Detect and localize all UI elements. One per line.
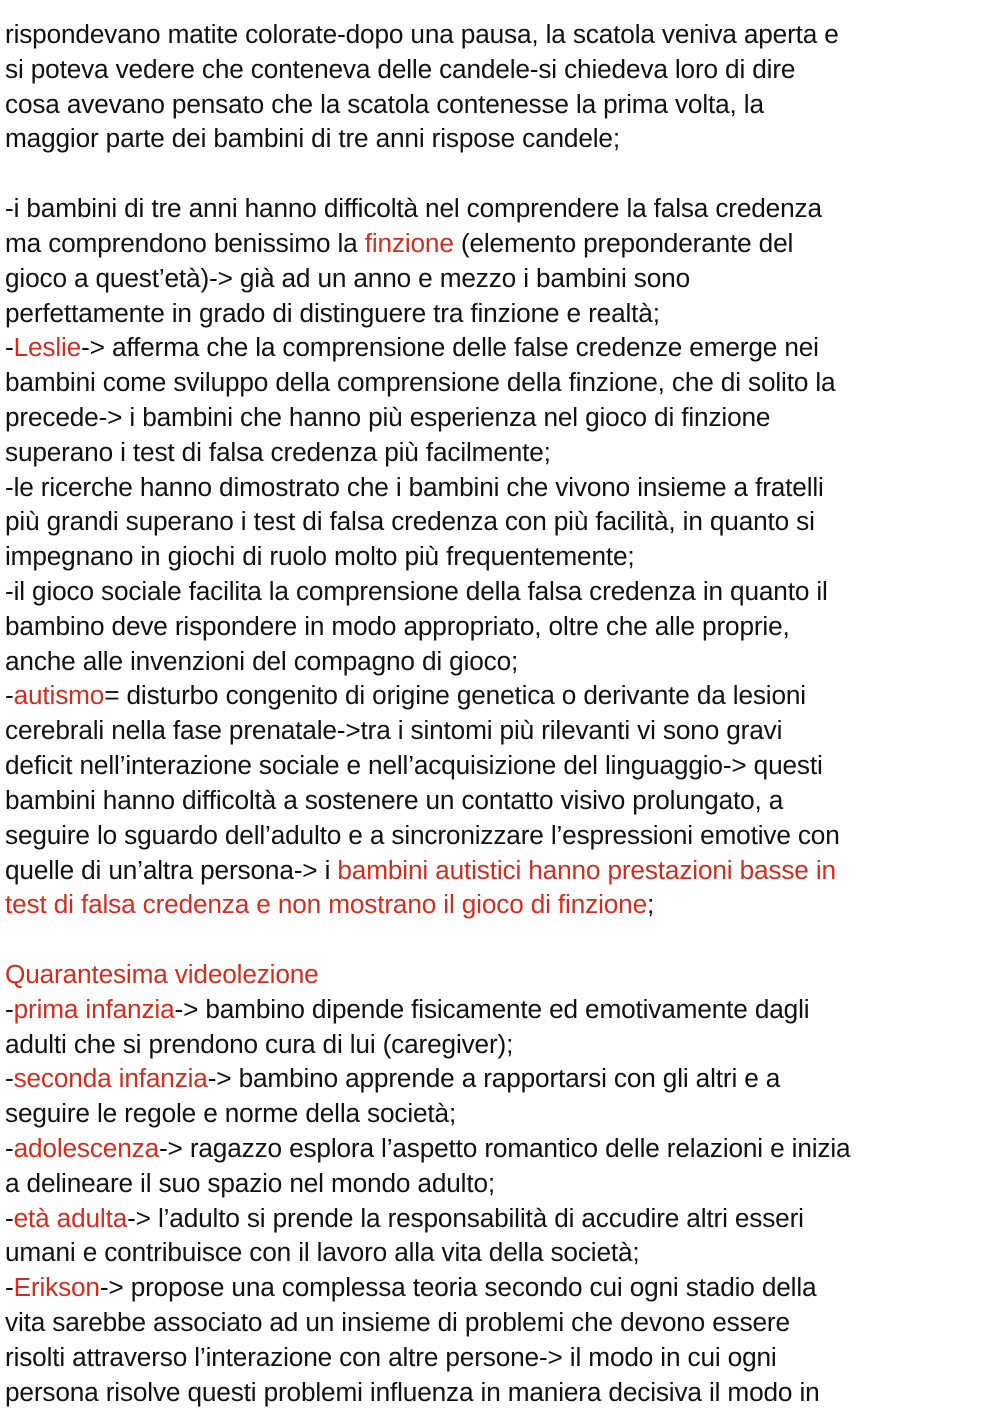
text-segment: perfettamente in grado di distinguere tra finzione e realtà;: [5, 297, 660, 328]
text-segment: -> bambino apprende a rapportarsi con gli altri e a: [207, 1063, 781, 1094]
highlighted-term: Quarantesima videolezione: [5, 958, 319, 989]
text-line: [5, 365, 1000, 400]
text-line: [5, 713, 1000, 748]
text-line: [5, 1027, 1000, 1062]
text-line: [5, 1270, 1000, 1305]
text-line: [5, 957, 1000, 992]
blank-line: [5, 156, 1000, 191]
text-segment: -: [5, 332, 14, 363]
text-segment: vita sarebbe associato ad un insieme di problemi che devono essere: [5, 1307, 790, 1338]
text-line: [5, 1061, 1000, 1096]
text-line: [5, 191, 1000, 226]
text-segment: cosa avevano pensato che la scatola contenesse la prima volta, la: [5, 88, 764, 119]
text-segment: -: [5, 1202, 14, 1233]
note-text: [5, 17, 1000, 1410]
text-segment: = disturbo congenito di origine genetica o derivante da lesioni: [104, 680, 806, 711]
text-segment: quelle di un’altra persona-> i: [5, 854, 338, 885]
text-segment: risolti attraverso l’interazione con altre persone-> il modo in cui ogni: [5, 1341, 777, 1372]
highlighted-term: età adulta: [13, 1202, 128, 1233]
highlighted-term: test di falsa credenza e non mostrano il gioco di finzione: [5, 889, 647, 920]
text-line: [5, 296, 1000, 331]
text-segment: gioco a quest’età)-> già ad un anno e mezzo i bambini sono: [5, 262, 690, 293]
highlighted-term: prima infanzia: [13, 993, 175, 1024]
text-line: [5, 470, 1000, 505]
text-line: [5, 644, 1000, 679]
text-line: [5, 748, 1000, 783]
text-segment: -> afferma che la comprensione delle false credenze emerge nei: [81, 332, 819, 363]
text-segment: adulti che si prendono cura di lui (caregiver);: [5, 1028, 514, 1059]
text-line: [5, 1166, 1000, 1201]
text-segment: -il gioco sociale facilita la comprensione della falsa credenza in quanto il: [5, 576, 828, 606]
text-segment: -> propose una complessa teoria secondo cui ogni stadio della: [99, 1272, 817, 1303]
highlighted-term: autismo: [13, 680, 105, 711]
text-line: [5, 226, 1000, 261]
highlighted-term: bambini autistici hanno prestazioni basse in: [337, 854, 836, 885]
text-line: [5, 539, 1000, 574]
text-segment: più grandi superano i test di falsa credenza con più facilità, in quanto si: [5, 506, 815, 537]
text-line: [5, 1375, 1000, 1410]
text-segment: -> l’adulto si prende la responsabilità di accudire altri esseri: [127, 1202, 804, 1233]
text-segment: ;: [647, 889, 655, 920]
text-segment: seguire le regole e norme della società;: [5, 1098, 457, 1129]
text-segment: seguire lo sguardo dell’adulto e a sincronizzare l’espressioni emotive con: [5, 819, 840, 850]
text-segment: (elemento preponderante del: [453, 227, 794, 258]
text-segment: bambini come sviluppo della comprensione della finzione, che di solito la: [5, 367, 836, 398]
text-line: [5, 17, 1000, 52]
text-line: [5, 1096, 1000, 1131]
text-line: [5, 87, 1000, 122]
text-line: [5, 887, 1000, 922]
highlighted-term: Leslie: [13, 332, 82, 363]
text-segment: impegnano in giochi di ruolo molto più frequentemente;: [5, 541, 635, 572]
text-segment: -> ragazzo esplora l’aspetto romantico delle relazioni e inizia: [158, 1133, 851, 1163]
text-segment: si poteva vedere che conteneva delle candele-si chiedeva loro di dire: [5, 53, 796, 84]
text-segment: a delineare il suo spazio nel mondo adulto;: [5, 1167, 495, 1198]
text-line: [5, 818, 1000, 853]
text-segment: rispondevano matite colorate-dopo una pausa, la scatola veniva aperta e: [5, 19, 839, 49]
highlighted-term: seconda infanzia: [13, 1063, 208, 1094]
text-line: [5, 330, 1000, 365]
text-line: [5, 609, 1000, 644]
text-segment: -: [5, 993, 14, 1024]
text-line: [5, 678, 1000, 713]
text-line: [5, 1235, 1000, 1270]
text-line: [5, 1131, 1000, 1166]
text-segment: -> bambino dipende fisicamente ed emotivamente dagli: [174, 993, 810, 1024]
text-segment: persona risolve questi problemi influenza in maniera decisiva il modo in: [5, 1376, 820, 1407]
text-segment: -le ricerche hanno dimostrato che i bambini che vivono insieme a fratelli: [5, 471, 824, 502]
text-line: [5, 435, 1000, 470]
text-segment: deficit nell’interazione sociale e nell’acquisizione del linguaggio-> questi: [5, 750, 823, 781]
text-segment: umani e contribuisce con il lavoro alla vita della società;: [5, 1237, 640, 1268]
text-segment: -: [5, 1063, 14, 1094]
text-line: [5, 1201, 1000, 1236]
highlighted-term: adolescenza: [13, 1133, 159, 1163]
highlighted-term: finzione: [364, 227, 454, 258]
text-segment: bambini hanno difficoltà a sostenere un contatto visivo prolungato, a: [5, 784, 784, 815]
text-line: [5, 504, 1000, 539]
text-line: [5, 853, 1000, 888]
blank-line: [5, 922, 1000, 957]
text-segment: -i bambini di tre anni hanno difficoltà nel comprendere la falsa credenza: [5, 193, 822, 224]
text-segment: superano i test di falsa credenza più facilmente;: [5, 436, 551, 467]
text-line: [5, 574, 1000, 609]
text-line: [5, 261, 1000, 296]
text-segment: bambino deve rispondere in modo appropriato, oltre che alle proprie,: [5, 610, 790, 641]
text-segment: -: [5, 1133, 14, 1163]
text-segment: cerebrali nella fase prenatale->tra i sintomi più rilevanti vi sono gravi: [5, 715, 783, 746]
text-line: [5, 992, 1000, 1027]
text-line: [5, 1340, 1000, 1375]
text-line: [5, 400, 1000, 435]
highlighted-term: Erikson: [13, 1272, 100, 1303]
text-segment: -: [5, 1272, 14, 1303]
text-line: [5, 121, 1000, 156]
text-segment: ma comprendono benissimo la: [5, 227, 365, 258]
text-segment: maggior parte dei bambini di tre anni rispose candele;: [5, 123, 620, 154]
text-segment: precede-> i bambini che hanno più esperienza nel gioco di finzione: [5, 401, 771, 432]
text-line: [5, 52, 1000, 87]
text-line: [5, 783, 1000, 818]
text-line: [5, 1305, 1000, 1340]
text-segment: -: [5, 680, 14, 711]
text-segment: anche alle invenzioni del compagno di gioco;: [5, 645, 519, 676]
